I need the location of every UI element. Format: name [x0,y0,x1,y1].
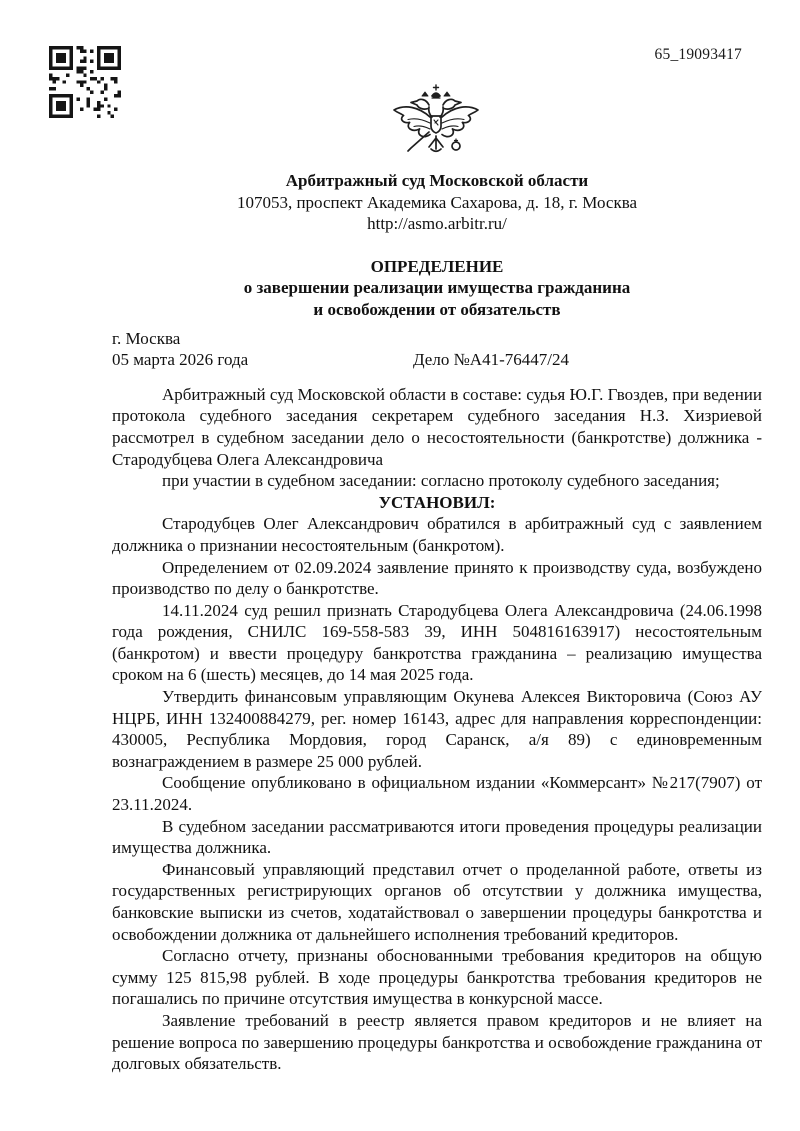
court-name: Арбитражный суд Московской области [285,171,589,190]
document-title [112,256,762,321]
title-main: ОПРЕДЕЛЕНИЕ [370,256,504,276]
meta-date-row [112,349,762,371]
body-paragraph: 14.11.2024 суд решил признать Стародубцева Олега Александровича (24.06.1998 года рождения, СНИЛС 169-558-583 39, ИНН 504816163917) несостоятельным (банкротом) и ввести процедуру банкротства гражданина – реализацию имущества сроком на 6 (шесть) месяцев, до 14 мая 2025 года. [112,600,762,685]
resolution-heading: УСТАНОВИЛ: [378,492,496,512]
case-number: Дело №А41-76447/24 [413,350,569,370]
meta-date: 05 марта 2026 года [112,350,249,370]
document-number: 65_19093417 [654,46,742,63]
meta-block [112,328,762,371]
title-line3: и освобождении от обязательств [313,299,561,319]
body-paragraph: Сообщение опубликовано в официальном издании «Коммерсант» №217(7907) от 23.11.2024. [112,773,762,815]
body-paragraph: Утвердить финансовым управляющим Окунева Алексея Викторовича (Союз АУ НЦРБ, ИНН 132400884279, рег. номер 16143, адрес для направления корреспонденции: 430005, Республика Мордовия, город Саранск, а/я 89) с единовременным вознаграждением в размере 25 000 рублей. [112,687,762,771]
body-paragraph: Стародубцев Олег Александрович обратился в арбитражный суд с заявлением должника о признании несостоятельным (банкротом). [112,514,762,555]
body-paragraph: Финансовый управляющий представил отчет о проделанной работе, ответы из государственных регистрирующих органов об отсутствии у должника имущества, банковские выписки из счетов, ходатайствовал о завершении процедуры банкротства и освобождении должника от дальнейшего исполнения требований кредиторов. [112,859,762,944]
paragraphs [112,384,762,1075]
body-paragraph: Согласно отчету, признаны обоснованными требования кредиторов на общую сумму 125 815,98 рублей. В ходе процедуры банкротства требования кредиторов не погашались по причине отсутствия имущества в конкурсной массе. [112,946,762,1009]
court-website: http://asmo.arbitr.ru/ [367,214,507,234]
body-paragraph: В судебном заседании рассматриваются итоги проведения процедуры реализации имущества должника. [112,816,762,858]
title-line2: о завершении реализации имущества гражданина [243,278,631,298]
intro-paragraph: при участии в судебном заседании: согласно протоколу судебного заседания; [162,471,720,491]
court-address: 107053, проспект Академика Сахарова, д. 18, г. Москва [236,192,638,212]
body-paragraph: Определением от 02.09.2024 заявление принято к производству суда, возбуждено производство по делу о банкротстве. [112,557,762,599]
document-body [112,0,762,1075]
intro-paragraph: Арбитражный суд Московской области в составе: судья Ю.Г. Гвоздев, при ведении протокола судебного заседания секретарем судебного заседания Н.З. Хизриевой рассмотрел в судебном заседании дело о несостоятельности (банкротстве) должника - Стародубцева Олега Александровича [112,384,762,469]
body-paragraph: Заявление требований в реестр является правом кредиторов и не влияет на решение вопроса по завершению процедуры банкротства и освобождение гражданина от долговых обязательств. [112,1010,762,1074]
meta-city: г. Москва [112,328,181,348]
court-header [112,170,762,235]
